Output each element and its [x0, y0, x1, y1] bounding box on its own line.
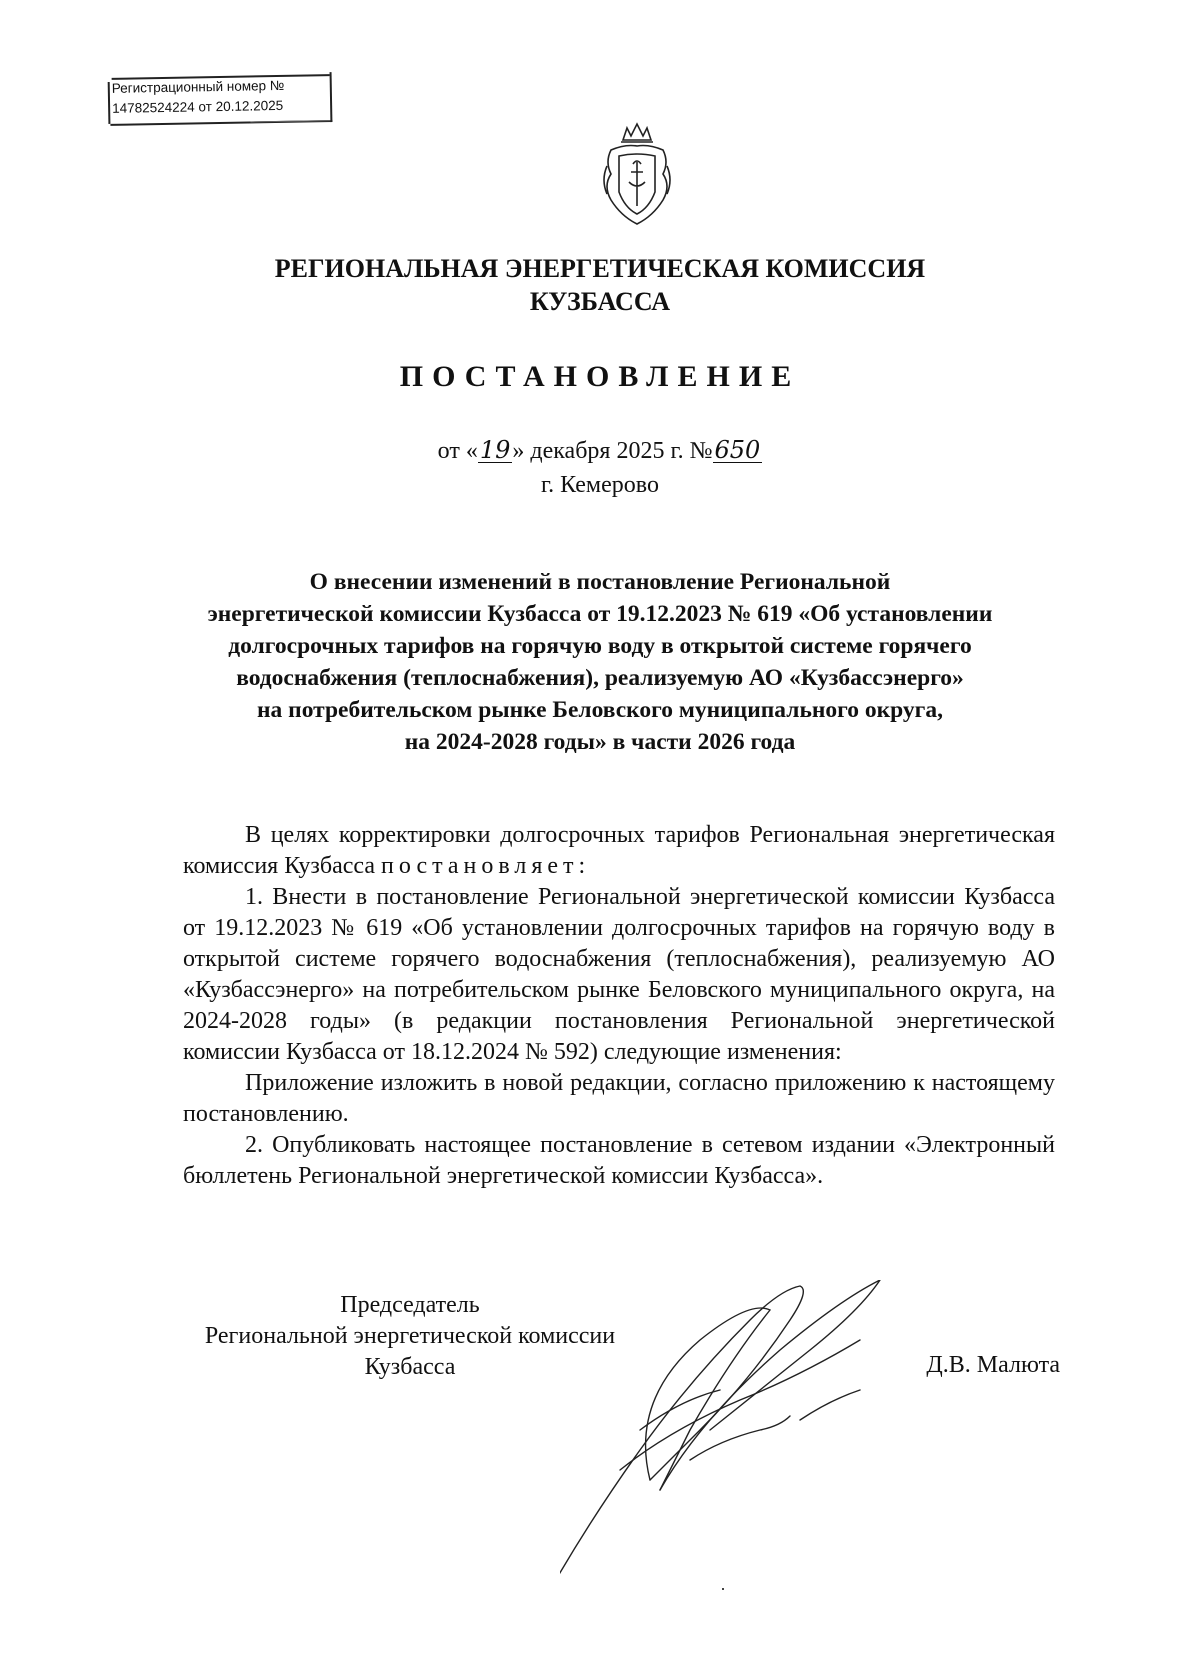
- stamp-line-2: 14782524224 от 20.12.2025: [112, 97, 284, 116]
- handwritten-number: 650: [714, 436, 761, 464]
- intro-spaced-verb: постановляет:: [381, 853, 591, 879]
- speck: [722, 1588, 724, 1590]
- subject-line-2: энергетической комиссии Кузбасса от 19.12.2023 № 619 «Об установлении: [207, 601, 993, 627]
- subject-line-3: долгосрочных тарифов на горячую воду в открытой системе горячего: [228, 633, 972, 659]
- stamp-line-1: Регистрационный номер №: [112, 74, 330, 98]
- org-line-1: РЕГИОНАЛЬНАЯ ЭНЕРГЕТИЧЕСКАЯ КОМИССИЯ: [274, 254, 926, 283]
- document-subject: [150, 566, 1050, 758]
- document-type: ПОСТАНОВЛЕНИЕ: [399, 360, 801, 393]
- subject-line-5: на потребительском рынке Беловского муниципального округа,: [257, 697, 943, 723]
- signatory-title-line-2: Региональной энергетической комиссии: [204, 1323, 616, 1349]
- date-middle: » декабря 2025 г. №: [512, 438, 713, 464]
- document-body: [183, 820, 1055, 1192]
- signatory-name: Д.В. Малюта: [926, 1352, 1060, 1378]
- signatory-title-line-1: Председатель: [340, 1292, 480, 1318]
- stamp-border: [108, 82, 111, 124]
- handwritten-day: 19: [479, 436, 511, 464]
- item-2: 2. Опубликовать настоящее постановление в сетевом издании «Электронный бюллетень Региональной энергетической комиссии Кузбасса».: [183, 1132, 1055, 1189]
- date-prefix: от «: [437, 438, 478, 464]
- subject-line-4: водоснабжения (теплоснабжения), реализуемую АО «Кузбассэнерго»: [236, 665, 964, 691]
- handwritten-signature: [560, 1280, 920, 1600]
- subject-line-1: О внесении изменений в постановление Региональной: [309, 569, 891, 595]
- document-date-number: [0, 436, 1200, 466]
- intro-text: В целях корректировки долгосрочных тарифов Региональная энергетическая комиссия Кузбасса: [183, 822, 1055, 879]
- item-1: 1. Внести в постановление Региональной энергетической комиссии Кузбасса от 19.12.2023 № 619 «Об установлении долгосрочных тарифов на горячую воду в открытой системе горячего водоснабжения (теплоснабжения), реализуемую АО «Кузбассэнерго» на потребительском рынке Беловского муниципального округа, на 2024-2028 годы» (в редакции постановления Региональной энергетической комиссии Кузбасса от 18.12.2024 № 592) следующие изменения:: [183, 884, 1055, 1065]
- subject-line-6: на 2024-2028 годы» в части 2026 года: [404, 729, 796, 755]
- intro-paragraph: [183, 820, 1055, 882]
- stamp-underline: [250, 120, 330, 122]
- coat-of-arms-icon: [597, 120, 677, 232]
- registration-stamp: [110, 72, 333, 126]
- city: г. Кемерово: [541, 472, 659, 498]
- organization-name: [0, 252, 1200, 318]
- org-line-2: КУЗБАССА: [529, 287, 671, 316]
- item-1-sub: Приложение изложить в новой редакции, согласно приложению к настоящему постановлению.: [183, 1070, 1055, 1127]
- signatory-title-line-3: Кузбасса: [364, 1354, 456, 1380]
